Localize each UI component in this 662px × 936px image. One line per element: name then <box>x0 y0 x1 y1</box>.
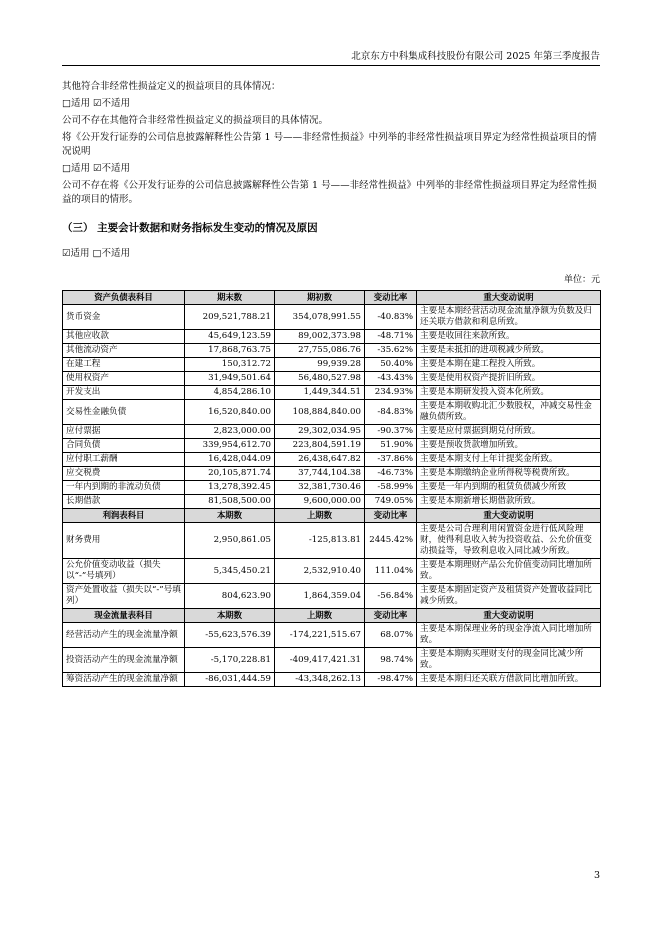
value-prior-cell: 354,078,991.55 <box>275 305 365 330</box>
value-prior-cell: 32,381,730.46 <box>275 481 365 495</box>
item-cell: 应付职工薪酬 <box>63 453 185 467</box>
change-ratio-cell: -56.84% <box>365 584 417 609</box>
value-prior-cell: 27,755,086.76 <box>275 344 365 358</box>
value-current-cell: 150,312.72 <box>185 358 275 372</box>
table-row <box>63 358 601 372</box>
value-prior-cell: 26,438,647.82 <box>275 453 365 467</box>
value-prior-cell: 56,480,527.98 <box>275 372 365 386</box>
value-prior-cell: 1,864,359.04 <box>275 584 365 609</box>
change-ratio-cell: 51.90% <box>365 439 417 453</box>
intro-line-3: 将《公开发行证券的公司信息披露解释性公告第 1 号——非经常性损益》中列举的非经常性损益项目界定为经常性损益项目的情况说明 <box>62 132 597 157</box>
value-prior-cell: 99,939.28 <box>275 358 365 372</box>
profit-header-row <box>63 509 601 523</box>
balance-header-cell: 期末数 <box>185 291 275 305</box>
intro-line-4: 公司不存在将《公开发行证券的公司信息披露解释性公告第 1 号——非经常性损益》中列举的非经常性损益项目界定为经常性损益的项目的情形。 <box>62 180 597 205</box>
table-row <box>63 623 601 648</box>
change-ratio-cell: 749.05% <box>365 495 417 509</box>
explanation-cell: 主要是本期经营活动现金流量净额为负数及归还关联方借款和利息所致。 <box>417 305 601 330</box>
explanation-cell: 主要是应付票据到期兑付所致。 <box>417 425 601 439</box>
change-ratio-cell: 50.40% <box>365 358 417 372</box>
balance-header-cell: 变动比率 <box>365 291 417 305</box>
item-cell: 经营活动产生的现金流量净额 <box>63 623 185 648</box>
intro-line-2: 公司不存在其他符合非经常性损益定义的损益项目的具体情况。 <box>62 115 329 126</box>
change-ratio-cell: -40.83% <box>365 305 417 330</box>
explanation-cell: 主要是预收货款增加所致。 <box>417 439 601 453</box>
item-cell: 交易性金融负债 <box>63 400 185 425</box>
change-ratio-cell: -48.71% <box>365 330 417 344</box>
value-current-cell: 5,345,450.21 <box>185 559 275 584</box>
change-ratio-cell: -46.73% <box>365 467 417 481</box>
change-ratio-cell: -90.37% <box>365 425 417 439</box>
change-ratio-cell: -98.47% <box>365 673 417 687</box>
table-row <box>63 559 601 584</box>
item-cell: 应付票据 <box>63 425 185 439</box>
table-row <box>63 400 601 425</box>
value-prior-cell: 29,302,034.95 <box>275 425 365 439</box>
value-current-cell: 17,868,763.75 <box>185 344 275 358</box>
table-row <box>63 453 601 467</box>
change-ratio-cell: -58.99% <box>365 481 417 495</box>
item-cell: 使用权资产 <box>63 372 185 386</box>
cashflow-header-cell: 重大变动说明 <box>417 609 601 623</box>
value-current-cell: 16,520,840.00 <box>185 400 275 425</box>
value-current-cell: 13,278,392.45 <box>185 481 275 495</box>
value-current-cell: 209,521,788.21 <box>185 305 275 330</box>
table-row <box>63 495 601 509</box>
value-current-cell: 81,508,500.00 <box>185 495 275 509</box>
change-ratio-cell: 98.74% <box>365 648 417 673</box>
applicability-check-3: ☑适用 □不适用 <box>62 248 131 259</box>
header-title: 北京东方中科集成科技股份有限公司 2025 年第三季度报告 <box>351 51 600 62</box>
change-ratio-cell: -35.62% <box>365 344 417 358</box>
table-row <box>63 673 601 687</box>
value-current-cell: 20,105,871.74 <box>185 467 275 481</box>
table-row <box>63 467 601 481</box>
value-prior-cell: -174,221,515.67 <box>275 623 365 648</box>
explanation-cell: 主要是本期缴纳企业所得税等税费所致。 <box>417 467 601 481</box>
explanation-cell: 主要是收回往来款所致。 <box>417 330 601 344</box>
intro-line-1: 其他符合非经常性损益定义的损益项目的具体情况： <box>62 81 281 92</box>
explanation-cell: 主要是本期购买理财支付的现金同比减少所致。 <box>417 648 601 673</box>
change-ratio-cell: 234.93% <box>365 386 417 400</box>
value-current-cell: 31,949,501.64 <box>185 372 275 386</box>
explanation-cell: 主要是本期理财产品公允价值变动同比增加所致。 <box>417 559 601 584</box>
value-current-cell: 45,649,123.59 <box>185 330 275 344</box>
value-current-cell: 804,623.90 <box>185 584 275 609</box>
cashflow-header-cell: 上期数 <box>275 609 365 623</box>
explanation-cell: 主要是本期收购北汇少数股权，冲减交易性金融负债所致。 <box>417 400 601 425</box>
explanation-cell: 主要是本期在建工程投入所致。 <box>417 358 601 372</box>
profit-header-cell: 利润表科目 <box>63 509 185 523</box>
item-cell: 合同负债 <box>63 439 185 453</box>
value-current-cell: 16,428,044.09 <box>185 453 275 467</box>
value-prior-cell: -125,813.81 <box>275 523 365 559</box>
cashflow-header-row <box>63 609 601 623</box>
balance-header-cell: 重大变动说明 <box>417 291 601 305</box>
explanation-cell: 主要是使用权资产提折旧所致。 <box>417 372 601 386</box>
table-row <box>63 439 601 453</box>
change-ratio-cell: 2445.42% <box>365 523 417 559</box>
value-prior-cell: 1,449,344.51 <box>275 386 365 400</box>
value-current-cell: -55,623,576.39 <box>185 623 275 648</box>
item-cell: 其他流动资产 <box>63 344 185 358</box>
change-ratio-cell: -84.83% <box>365 400 417 425</box>
cashflow-header-cell: 现金流量表科目 <box>63 609 185 623</box>
table-row <box>63 386 601 400</box>
value-prior-cell: -409,417,421.31 <box>275 648 365 673</box>
item-cell: 开发支出 <box>63 386 185 400</box>
item-cell: 筹资活动产生的现金流量净额 <box>63 673 185 687</box>
item-cell: 应交税费 <box>63 467 185 481</box>
item-cell: 在建工程 <box>63 358 185 372</box>
item-cell: 长期借款 <box>63 495 185 509</box>
page-content <box>62 80 600 687</box>
profit-header-cell: 重大变动说明 <box>417 509 601 523</box>
value-current-cell: 339,954,612.70 <box>185 439 275 453</box>
change-ratio-cell: 111.04% <box>365 559 417 584</box>
table-row <box>63 305 601 330</box>
applicability-check-2: □适用 ☑不适用 <box>62 163 131 174</box>
table-row <box>63 372 601 386</box>
balance-header-cell: 期初数 <box>275 291 365 305</box>
explanation-cell: 主要是公司合理利用闲置资金进行低风险理财，使得利息收入转为投资收益、公允价值变动损益等，导致利息收入同比减少所致。 <box>417 523 601 559</box>
value-current-cell: 2,823,000.00 <box>185 425 275 439</box>
profit-header-cell: 上期数 <box>275 509 365 523</box>
unit-label: 单位：元 <box>563 275 600 285</box>
table-row <box>63 481 601 495</box>
value-current-cell: -5,170,228.81 <box>185 648 275 673</box>
balance-header-row <box>63 291 601 305</box>
change-ratio-cell: -37.86% <box>365 453 417 467</box>
change-ratio-cell: -43.43% <box>365 372 417 386</box>
explanation-cell: 主要是本期固定资产及租赁资产处置收益同比减少所致。 <box>417 584 601 609</box>
explanation-cell: 主要是本期支付上年计提奖金所致。 <box>417 453 601 467</box>
item-cell: 货币资金 <box>63 305 185 330</box>
explanation-cell: 主要是本期新增长期借款所致。 <box>417 495 601 509</box>
value-prior-cell: 9,600,000.00 <box>275 495 365 509</box>
applicability-check-1: □适用 ☑不适用 <box>62 98 131 109</box>
page-header <box>62 48 600 66</box>
explanation-cell: 主要是本期保理业务的现金净流入同比增加所致。 <box>417 623 601 648</box>
item-cell: 财务费用 <box>63 523 185 559</box>
financial-changes-table <box>62 290 601 687</box>
item-cell: 一年内到期的非流动负债 <box>63 481 185 495</box>
value-prior-cell: 223,804,591.19 <box>275 439 365 453</box>
value-prior-cell: 2,532,910.40 <box>275 559 365 584</box>
explanation-cell: 主要是一年内到期的租赁负债减少所致 <box>417 481 601 495</box>
item-cell: 其他应收款 <box>63 330 185 344</box>
table-row <box>63 523 601 559</box>
balance-header-cell: 资产负债表科目 <box>63 291 185 305</box>
table-row <box>63 425 601 439</box>
value-prior-cell: 89,002,373.98 <box>275 330 365 344</box>
item-cell: 投资活动产生的现金流量净额 <box>63 648 185 673</box>
explanation-cell: 主要是未抵扣的进项税减少所致。 <box>417 344 601 358</box>
page-number: 3 <box>593 870 600 881</box>
value-prior-cell: 108,884,840.00 <box>275 400 365 425</box>
change-ratio-cell: 68.07% <box>365 623 417 648</box>
item-cell: 公允价值变动收益（损失以“-”号填列） <box>63 559 185 584</box>
cashflow-header-cell: 本期数 <box>185 609 275 623</box>
value-current-cell: 4,854,286.10 <box>185 386 275 400</box>
profit-header-cell: 本期数 <box>185 509 275 523</box>
explanation-cell: 主要是本期归还关联方借款同比增加所致。 <box>417 673 601 687</box>
table-row <box>63 584 601 609</box>
value-current-cell: -86,031,444.59 <box>185 673 275 687</box>
value-prior-cell: 37,744,104.38 <box>275 467 365 481</box>
value-current-cell: 2,950,861.05 <box>185 523 275 559</box>
table-row <box>63 344 601 358</box>
explanation-cell: 主要是本期研发投入资本化所致。 <box>417 386 601 400</box>
section-title: （三） 主要会计数据和财务指标发生变动的情况及原因 <box>62 222 318 234</box>
table-row <box>63 648 601 673</box>
item-cell: 资产处置收益（损失以“-”号填列） <box>63 584 185 609</box>
table-row <box>63 330 601 344</box>
profit-header-cell: 变动比率 <box>365 509 417 523</box>
cashflow-header-cell: 变动比率 <box>365 609 417 623</box>
value-prior-cell: -43,348,262.13 <box>275 673 365 687</box>
